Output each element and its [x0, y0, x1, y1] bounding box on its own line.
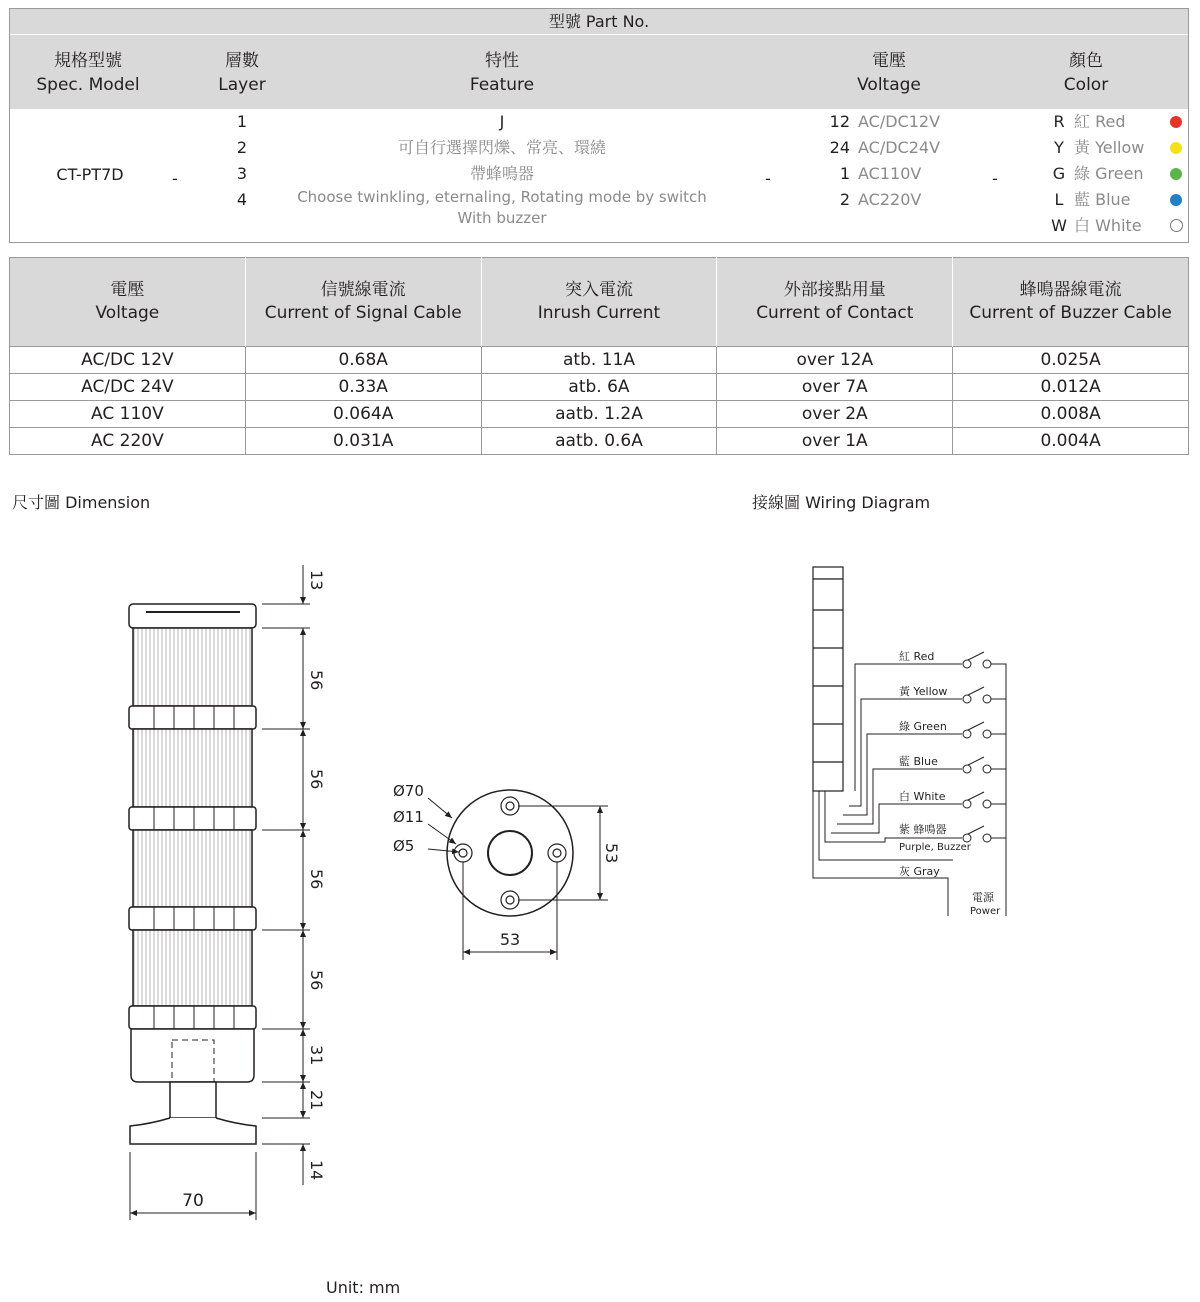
diameter-11-label: Ø11	[393, 808, 424, 826]
tower-ring	[129, 907, 256, 930]
dim-label: 56	[307, 670, 326, 691]
wire-label-blue: 藍 Blue	[899, 755, 938, 768]
wire-label-yellow: 黃 Yellow	[899, 685, 948, 698]
base-height-label: 53	[602, 843, 621, 864]
header-signal-current: 信號線電流 Current of Signal Cable	[245, 258, 481, 347]
diameter-70-label: Ø70	[393, 782, 424, 800]
power-label-zh: 電源	[972, 891, 994, 904]
table-row: AC/DC 24V 0.33A atb. 6A over 7A 0.012A	[10, 374, 1189, 401]
tower-layer	[133, 830, 252, 907]
dim-label: 56	[307, 769, 326, 790]
layer-list: 1 2 3 4	[236, 112, 248, 209]
color-names: 紅 Red 黃 Yellow 綠 Green 藍 Blue 白 White	[1074, 112, 1145, 235]
dim-label: 21	[307, 1090, 326, 1111]
voltage-labels: AC/DC12V AC/DC24V AC110V AC220V	[858, 112, 941, 209]
voltage-codes: 12 24 1 2	[829, 112, 850, 209]
header-feature: 特性 Feature	[469, 51, 535, 95]
dim-label: 13	[307, 570, 326, 591]
separator-dash: -	[172, 169, 178, 188]
header-layer: 層數 Layer	[218, 51, 266, 95]
tower-layer	[133, 729, 252, 807]
base-width-label: 53	[499, 930, 521, 949]
tower-layer	[133, 628, 252, 706]
wire-label-buzzer-en: Purple, Buzzer	[899, 842, 971, 853]
part-number-title: 型號 Part No.	[10, 9, 1188, 35]
header-contact-current: 外部接點用量 Current of Contact	[717, 258, 953, 347]
header-voltage: 電壓 Voltage	[10, 258, 246, 347]
height-dimension-labels	[307, 570, 326, 1180]
base-top-view	[447, 790, 573, 916]
model-value: CT-PT7D	[56, 165, 124, 184]
unit-label: Unit: mm	[326, 1278, 401, 1297]
tower-layer	[133, 930, 252, 1006]
tower-ring	[129, 1006, 256, 1029]
tower-ring	[129, 807, 256, 830]
header-color: 顏色 Color	[1063, 51, 1109, 95]
wiring-title: 接線圖 Wiring Diagram	[752, 493, 931, 512]
tower-mount-plate	[130, 1118, 256, 1144]
color-codes: R Y G L W	[1051, 112, 1067, 235]
wire-label-gray: 灰 Gray	[899, 865, 940, 878]
table-row: AC 220V 0.031A aatb. 0.6A over 1A 0.004A	[10, 428, 1189, 455]
feature-description: J 可自行選擇閃爍、常亮、環繞 帶蜂鳴器 Choose twinkling, eternaling, Rotating mode by switch With buzzer	[292, 109, 712, 229]
dim-label: 31	[307, 1045, 326, 1066]
dim-label: 56	[307, 869, 326, 890]
header-voltage: 電壓 Voltage	[857, 51, 921, 95]
height-dimension-lines	[262, 565, 310, 1185]
center-hole	[488, 831, 532, 875]
feature-code: J	[499, 112, 505, 131]
wiring-labels	[899, 650, 1001, 917]
separator-dash: -	[992, 169, 998, 188]
table-row: AC/DC 12V 0.68A atb. 11A over 12A 0.025A	[10, 347, 1189, 374]
wire-label-white: 白 White	[899, 790, 946, 803]
header-inrush-current: 突入電流 Inrush Current	[481, 258, 717, 347]
diameter-5-label: Ø5	[393, 837, 415, 855]
wire-label-buzzer: 紫 蜂鳴器	[899, 823, 947, 836]
tower-stem	[170, 1082, 216, 1118]
table-row: AC 110V 0.064A aatb. 1.2A over 2A 0.008A	[10, 401, 1189, 428]
power-label-en: Power	[970, 906, 1001, 917]
header-buzzer-current: 蜂鳴器線電流 Current of Buzzer Cable	[953, 258, 1189, 347]
dim-label: 56	[307, 970, 326, 991]
tower-ring	[129, 706, 256, 729]
separator-dash: -	[765, 169, 771, 188]
dim-label: 14	[307, 1160, 326, 1181]
wire-label-red: 紅 Red	[899, 650, 935, 663]
tower-cap	[129, 604, 256, 628]
wire-label-green: 綠 Green	[899, 720, 947, 733]
tower-body-base	[131, 1029, 254, 1082]
width-label: 70	[182, 1191, 204, 1211]
header-model: 規格型號 Spec. Model	[36, 51, 140, 95]
dimension-title: 尺寸圖 Dimension	[12, 493, 151, 512]
tower-light-side-view	[129, 604, 256, 1144]
wiring-tower	[813, 567, 843, 791]
